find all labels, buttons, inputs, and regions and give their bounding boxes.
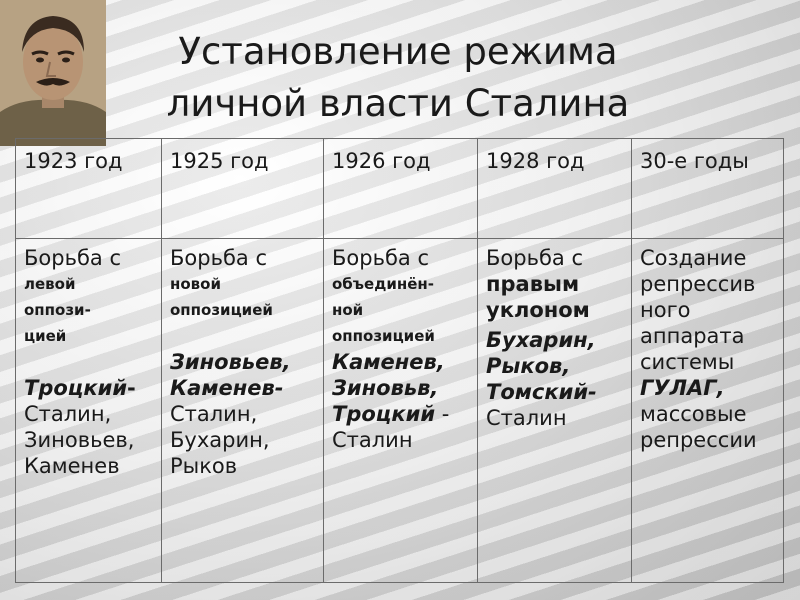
cell-30s-line-3: ного bbox=[640, 298, 691, 322]
cell-1925-names-5: Рыков bbox=[170, 454, 238, 478]
timeline-table bbox=[15, 138, 784, 583]
cell-1923-name-trotsky: Троцкий bbox=[24, 376, 128, 400]
header-cell-30s: 30-е годы bbox=[632, 139, 784, 239]
cell-1923-names-3: Зиновьев, bbox=[24, 428, 135, 452]
cell-30s-line-1: Создание bbox=[640, 246, 747, 270]
cell-1925-names-1: Зиновьев, bbox=[170, 350, 291, 374]
cell-1928-line-1: Борьба с bbox=[486, 246, 584, 270]
cell-30s-line-7: массовые bbox=[640, 402, 747, 426]
cell-1926-names-4: Сталин bbox=[332, 428, 413, 452]
cell-1923-names-2: Сталин, bbox=[24, 402, 112, 426]
cell-1926-names-3 bbox=[332, 401, 469, 427]
cell-1926 bbox=[324, 239, 478, 583]
portrait-image bbox=[0, 0, 106, 146]
cell-1926-line-1: Борьба с bbox=[332, 246, 430, 270]
cell-1928-names-2: Рыков, bbox=[486, 354, 571, 378]
cell-1926-names-2: Зиновьв, bbox=[332, 376, 439, 400]
cell-1928 bbox=[478, 239, 632, 583]
cell-1928-line-3: уклоном bbox=[486, 298, 590, 322]
cell-1926-names-1: Каменев, bbox=[332, 350, 445, 374]
header-cell-1926: 1926 год bbox=[324, 139, 478, 239]
header-cell-1928: 1928 год bbox=[478, 139, 632, 239]
page-title bbox=[108, 26, 688, 130]
cell-1928-names-1: Бухарин, bbox=[486, 328, 596, 352]
header-cell-1923: 1923 год bbox=[16, 139, 162, 239]
content-row bbox=[16, 239, 784, 583]
cell-1926-line-2: объединён- bbox=[332, 275, 434, 293]
cell-1925-names-4: Бухарин, bbox=[170, 428, 270, 452]
cell-1926-line-3: ной bbox=[332, 301, 364, 319]
cell-1925-line-2: новой bbox=[170, 275, 221, 293]
cell-30s-line-2: репрессив bbox=[640, 272, 756, 296]
cell-1925-names-2: Каменев- bbox=[170, 376, 284, 400]
cell-1923-line-1: Борьба с bbox=[24, 246, 122, 270]
cell-1928-line-2: правым bbox=[486, 272, 580, 296]
cell-1928-names-3: Томский- bbox=[486, 380, 597, 404]
header-row bbox=[16, 139, 784, 239]
cell-30s-line-5: системы bbox=[640, 350, 735, 374]
cell-1925-names-3: Сталин, bbox=[170, 402, 258, 426]
cell-30s-line-4: аппарата bbox=[640, 324, 745, 348]
cell-1923-line-4: цией bbox=[24, 327, 67, 345]
cell-1923-dash: - bbox=[127, 376, 136, 400]
cell-1923-line-3: оппози- bbox=[24, 301, 91, 319]
header-cell-1925: 1925 год bbox=[162, 139, 324, 239]
cell-1926-line-4: оппозицией bbox=[332, 327, 435, 345]
portrait-illustration bbox=[0, 0, 106, 146]
cell-1923 bbox=[16, 239, 162, 583]
cell-1923-line-2: левой bbox=[24, 275, 76, 293]
cell-30s-line-8: репрессии bbox=[640, 428, 757, 452]
cell-1925 bbox=[162, 239, 324, 583]
cell-1925-line-1: Борьба с bbox=[170, 246, 268, 270]
cell-1928-names-4: Сталин bbox=[486, 406, 567, 430]
cell-1923-names-4: Каменев bbox=[24, 454, 120, 478]
title-line-2: личной власти Сталина bbox=[166, 82, 630, 125]
cell-1926-name-trotsky: Троцкий bbox=[332, 402, 436, 426]
cell-30s-line-6: ГУЛАГ, bbox=[640, 376, 725, 400]
cell-1925-line-3: оппозицией bbox=[170, 301, 273, 319]
cell-1926-dash: - bbox=[435, 402, 450, 426]
cell-1923-names-1 bbox=[24, 375, 153, 401]
cell-30s bbox=[632, 239, 784, 583]
title-line-1: Установление режима bbox=[178, 30, 618, 73]
